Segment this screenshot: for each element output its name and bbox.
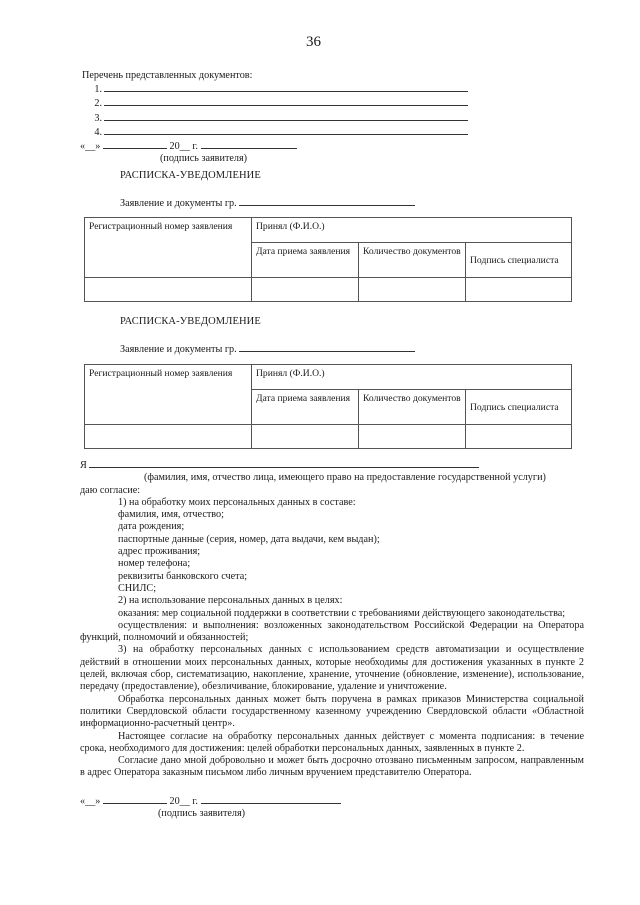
- applicant-name-field-1[interactable]: [239, 196, 415, 206]
- reg-number-header: Регистрационный номер заявления: [85, 218, 252, 278]
- table-cell[interactable]: [85, 425, 252, 449]
- accepted-header: Принял (Ф.И.О.): [252, 365, 572, 390]
- signature-field[interactable]: [201, 794, 341, 804]
- applicant-name-field-2[interactable]: [239, 342, 415, 352]
- full-name-field[interactable]: [89, 458, 479, 468]
- signature-line-2: [80, 794, 341, 808]
- consent-item-1: 1) на обработку моих персональных данных в составе:: [118, 496, 356, 508]
- table-cell[interactable]: [359, 278, 466, 302]
- purpose-2: осуществления: и выполнения: возложенных законодательством Российской Федерации на Оператора функций, полномочий и обязанностей;: [80, 619, 584, 644]
- table-cell[interactable]: [85, 278, 252, 302]
- validity-paragraph: Настоящее согласие на обработку персональных данных действует с момента подписания: в течение срока, необходимого для достижения: целей обработки персональных данных, заявленных в пункте 2.: [80, 730, 584, 754]
- day-field[interactable]: «__»: [80, 796, 101, 807]
- document-input-1[interactable]: [104, 82, 468, 92]
- page-number: 36: [306, 34, 321, 50]
- documents-list: [82, 70, 468, 165]
- data-item: номер телефона;: [118, 558, 191, 570]
- column-header: Дата приема заявления: [252, 243, 359, 278]
- month-field[interactable]: [103, 139, 167, 149]
- day-field[interactable]: «__»: [80, 141, 101, 153]
- document-input-4[interactable]: [104, 125, 468, 135]
- column-header: Количество документов: [359, 390, 466, 425]
- month-field[interactable]: [103, 794, 167, 804]
- signature-field[interactable]: [201, 139, 297, 149]
- accepted-header: Принял (Ф.И.О.): [252, 218, 572, 243]
- name-caption: (фамилия, имя, отчество лица, имеющего право на предоставление государственной услуги): [144, 472, 546, 484]
- year-field[interactable]: 20__ г.: [169, 796, 198, 807]
- table-row: [85, 278, 572, 302]
- table-row: [85, 425, 572, 449]
- receipt-table-1: [84, 217, 572, 302]
- year-field[interactable]: 20__ г.: [169, 141, 198, 153]
- receipt-table-2: [84, 364, 572, 449]
- column-header: Дата приема заявления: [252, 390, 359, 425]
- consent-item-3: 3) на обработку персональных данных с использованием средств автоматизации и осуществление действий в отношении моих персональных данных, которые необходимы для достижения указанных в пункте 2 целей, включая сбор, систематизацию, накопление, хранение, уточнение (обновление, изменение), использование, передачу (предоставление), обезличивание, блокирование, удаление и уничтожение.: [80, 644, 584, 693]
- revoke-paragraph: Согласие дано мной добровольно и может быть досрочно отозвано письменным запросом, направленным в адрес Оператора заказным письмом либо личным вручением представителю Оператора.: [80, 755, 584, 779]
- table-cell[interactable]: [466, 278, 572, 302]
- table-cell[interactable]: [359, 425, 466, 449]
- signature-caption: (подпись заявителя): [160, 153, 248, 165]
- processing-paragraph: Обработка персональных данных может быть поручена в рамках приказов Министерства социальной политики Свердловской области государственному казенному учреждению Свердловской области «Областной информационно-расчетный центр».: [80, 693, 584, 730]
- table-cell[interactable]: [466, 425, 572, 449]
- data-item: СНИЛС;: [118, 582, 157, 594]
- document-input-3[interactable]: [104, 111, 468, 121]
- document-line-1: 1.: [82, 82, 468, 96]
- data-item: реквизиты банковского счета;: [118, 570, 248, 582]
- data-item: адрес проживания;: [118, 546, 201, 558]
- receipt-title-2: РАСПИСКА-УВЕДОМЛЕНИЕ: [120, 316, 261, 327]
- column-header: Подпись специалиста: [466, 243, 572, 278]
- column-header: Количество документов: [359, 243, 466, 278]
- document-line-3: 3.: [82, 111, 468, 125]
- column-header: Подпись специалиста: [466, 390, 572, 425]
- receipt-applicant-1: Заявление и документы гр.: [120, 196, 415, 209]
- documents-list-title: Перечень представленных документов:: [82, 70, 253, 81]
- document-line-4: 4.: [82, 125, 468, 139]
- consent-name-line: Я: [80, 458, 584, 472]
- signature-line-1: [80, 139, 468, 153]
- data-item: паспортные данные (серия, номер, дата выдачи, кем выдан);: [118, 533, 380, 545]
- give-consent: даю согласие:: [80, 484, 141, 496]
- signature-caption: (подпись заявителя): [158, 808, 246, 820]
- receipt-applicant-2: Заявление и документы гр.: [120, 342, 415, 355]
- reg-number-header: Регистрационный номер заявления: [85, 365, 252, 425]
- consent-item-2: 2) на использование персональных данных в целях:: [118, 595, 343, 607]
- receipt-title-1: РАСПИСКА-УВЕДОМЛЕНИЕ: [120, 170, 261, 181]
- document-input-2[interactable]: [104, 96, 468, 106]
- table-cell[interactable]: [252, 425, 359, 449]
- purpose-1: оказания: мер социальной поддержки в соответствии с требованиями действующего законодательства;: [118, 607, 566, 619]
- table-cell[interactable]: [252, 278, 359, 302]
- document-line-2: 2.: [82, 96, 468, 110]
- signature-block-2: [80, 794, 341, 821]
- consent-section: [80, 458, 584, 780]
- data-item: дата рождения;: [118, 521, 185, 533]
- data-item: фамилия, имя, отчество;: [118, 509, 224, 521]
